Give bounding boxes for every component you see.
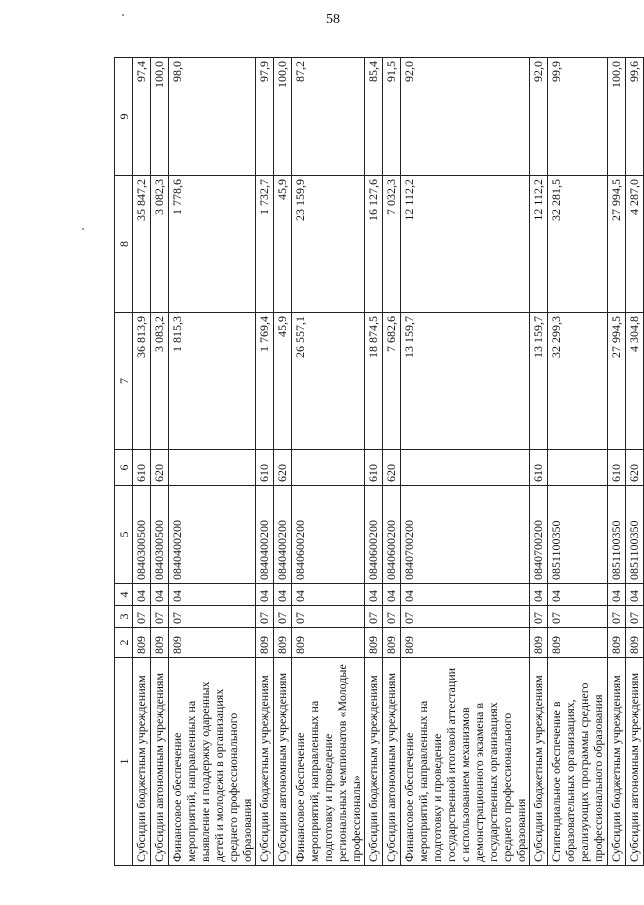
cell-target-code: 0840700200 — [401, 486, 530, 584]
cell-code-4: 04 — [530, 584, 548, 606]
cell-code-3: 07 — [151, 606, 169, 628]
cell-value-8: 35 847,2 — [133, 176, 151, 313]
cell-code-3: 07 — [133, 606, 151, 628]
rotated-table-container — [114, 58, 641, 866]
table-row — [383, 58, 401, 866]
cell-percent: 99,9 — [548, 58, 608, 176]
cell-expense-type: 610 — [530, 450, 548, 486]
cell-target-code: 0851100350 — [548, 486, 608, 584]
cell-code-2: 809 — [169, 628, 256, 658]
page-number: 58 — [326, 12, 340, 27]
cell-expense-type — [401, 450, 530, 486]
row-name-cell: Субсидии бюджетным учреждениям — [365, 658, 383, 866]
cell-code-2: 809 — [256, 628, 274, 658]
column-header: 5 — [115, 486, 133, 584]
cell-expense-type — [169, 450, 256, 486]
cell-percent: 92,0 — [530, 58, 548, 176]
cell-target-code: 0840600200 — [383, 486, 401, 584]
cell-value-8: 12 112,2 — [401, 176, 530, 313]
cell-expense-type: 620 — [274, 450, 292, 486]
cell-code-2: 809 — [151, 628, 169, 658]
cell-code-4: 04 — [365, 584, 383, 606]
cell-code-2: 809 — [626, 628, 644, 658]
table-row — [401, 58, 530, 866]
cell-value-8: 23 159,9 — [292, 176, 365, 313]
cell-target-code: 0840600200 — [365, 486, 383, 584]
column-header: 1 — [115, 658, 133, 866]
cell-value-8: 3 082,3 — [151, 176, 169, 313]
cell-value-7: 27 994,5 — [608, 313, 626, 450]
cell-percent: 97,4 — [133, 58, 151, 176]
cell-percent: 100,0 — [274, 58, 292, 176]
row-name-cell: Финансовое обеспечение мероприятий, направленных на подготовку и проведение региональных чемпионатов «Молодые профессионалы» — [292, 658, 365, 866]
cell-percent: 91,5 — [383, 58, 401, 176]
cell-code-2: 809 — [548, 628, 608, 658]
cell-percent: 85,4 — [365, 58, 383, 176]
cell-value-8: 45,9 — [274, 176, 292, 313]
cell-expense-type: 610 — [608, 450, 626, 486]
cell-code-2: 809 — [383, 628, 401, 658]
cell-expense-type: 610 — [133, 450, 151, 486]
cell-target-code: 0840600200 — [292, 486, 365, 584]
cell-value-8: 32 281,5 — [548, 176, 608, 313]
column-header: 6 — [115, 450, 133, 486]
cell-code-3: 07 — [608, 606, 626, 628]
row-name-cell: Субсидии автономным учреждениям — [151, 658, 169, 866]
table-header-row — [115, 58, 133, 866]
cell-expense-type: 610 — [365, 450, 383, 486]
cell-code-3: 07 — [274, 606, 292, 628]
row-name-cell: Субсидии бюджетным учреждениям — [608, 658, 626, 866]
cell-code-4: 04 — [256, 584, 274, 606]
table-row — [133, 58, 151, 866]
table-row — [151, 58, 169, 866]
cell-code-4: 04 — [383, 584, 401, 606]
cell-target-code: 0851100350 — [626, 486, 644, 584]
cell-value-7: 45,9 — [274, 313, 292, 450]
cell-value-8: 1 778,6 — [169, 176, 256, 313]
column-header: 4 — [115, 584, 133, 606]
cell-code-4: 04 — [274, 584, 292, 606]
row-name-cell: Финансовое обеспечение мероприятий, направленных на выявление и поддержку одаренных детей и молодежи в организациях среднего профессионального образования — [169, 658, 256, 866]
column-header: 9 — [115, 58, 133, 176]
cell-percent: 97,9 — [256, 58, 274, 176]
column-header: 7 — [115, 313, 133, 450]
cell-code-3: 07 — [530, 606, 548, 628]
cell-code-3: 07 — [365, 606, 383, 628]
row-name-cell: Субсидии бюджетным учреждениям — [133, 658, 151, 866]
cell-code-3: 07 — [626, 606, 644, 628]
column-header: 2 — [115, 628, 133, 658]
cell-value-7: 26 557,1 — [292, 313, 365, 450]
table-row — [548, 58, 608, 866]
cell-code-4: 04 — [151, 584, 169, 606]
cell-target-code: 0840700200 — [530, 486, 548, 584]
table-row — [626, 58, 644, 866]
cell-code-3: 07 — [169, 606, 256, 628]
cell-target-code: 0840400200 — [256, 486, 274, 584]
cell-percent: 87,2 — [292, 58, 365, 176]
cell-value-8: 7 032,3 — [383, 176, 401, 313]
cell-code-2: 809 — [274, 628, 292, 658]
scan-speck — [82, 228, 84, 230]
cell-code-4: 04 — [608, 584, 626, 606]
cell-code-2: 809 — [292, 628, 365, 658]
cell-target-code: 0840300500 — [133, 486, 151, 584]
cell-percent: 92,0 — [401, 58, 530, 176]
cell-value-8: 4 287,0 — [626, 176, 644, 313]
budget-table — [114, 57, 644, 866]
cell-code-4: 04 — [401, 584, 530, 606]
cell-value-7: 13 159,7 — [401, 313, 530, 450]
cell-percent: 100,0 — [608, 58, 626, 176]
row-name-cell: Субсидии бюджетным учреждениям — [256, 658, 274, 866]
cell-value-7: 4 304,8 — [626, 313, 644, 450]
cell-code-3: 07 — [548, 606, 608, 628]
cell-target-code: 0840400200 — [169, 486, 256, 584]
cell-code-4: 04 — [548, 584, 608, 606]
cell-code-2: 809 — [365, 628, 383, 658]
row-name-cell: Стипендиальное обеспечение в образовательных организациях, реализующих программы среднего профессионального образования — [548, 658, 608, 866]
row-name-cell: Финансовое обеспечение мероприятий, направленных на подготовку и проведение государственной итоговой аттестации с использованием механизмов демонстрационного экзамена в государственных организациях среднего профессионального образования — [401, 658, 530, 866]
cell-percent: 99,6 — [626, 58, 644, 176]
cell-expense-type — [292, 450, 365, 486]
cell-value-7: 36 813,9 — [133, 313, 151, 450]
cell-code-2: 809 — [133, 628, 151, 658]
cell-target-code: 0851100350 — [608, 486, 626, 584]
row-name-cell: Субсидии автономным учреждениям — [626, 658, 644, 866]
cell-expense-type: 620 — [383, 450, 401, 486]
column-header: 8 — [115, 176, 133, 313]
cell-expense-type: 620 — [151, 450, 169, 486]
cell-code-2: 809 — [608, 628, 626, 658]
row-name-cell: Субсидии автономным учреждениям — [274, 658, 292, 866]
cell-code-2: 809 — [530, 628, 548, 658]
cell-code-3: 07 — [383, 606, 401, 628]
cell-percent: 98,0 — [169, 58, 256, 176]
scan-speck — [122, 14, 124, 16]
cell-expense-type — [548, 450, 608, 486]
cell-value-8: 16 127,6 — [365, 176, 383, 313]
cell-value-7: 7 682,6 — [383, 313, 401, 450]
cell-code-3: 07 — [256, 606, 274, 628]
cell-percent: 100,0 — [151, 58, 169, 176]
table-row — [256, 58, 274, 866]
column-header: 3 — [115, 606, 133, 628]
cell-value-8: 27 994,5 — [608, 176, 626, 313]
cell-code-4: 04 — [626, 584, 644, 606]
cell-expense-type: 620 — [626, 450, 644, 486]
row-name-cell: Субсидии автономным учреждениям — [383, 658, 401, 866]
table-row — [292, 58, 365, 866]
table-row — [274, 58, 292, 866]
table-row — [530, 58, 548, 866]
cell-value-8: 1 732,7 — [256, 176, 274, 313]
table-row — [608, 58, 626, 866]
cell-value-7: 1 815,3 — [169, 313, 256, 450]
cell-code-4: 04 — [133, 584, 151, 606]
row-name-cell: Субсидии бюджетным учреждениям — [530, 658, 548, 866]
rotated-table-area — [114, 58, 641, 866]
cell-code-4: 04 — [169, 584, 256, 606]
table-row — [365, 58, 383, 866]
cell-value-7: 32 299,3 — [548, 313, 608, 450]
cell-code-3: 07 — [292, 606, 365, 628]
cell-value-8: 12 112,2 — [530, 176, 548, 313]
cell-code-3: 07 — [401, 606, 530, 628]
cell-code-4: 04 — [292, 584, 365, 606]
cell-value-7: 3 083,2 — [151, 313, 169, 450]
cell-target-code: 0840400200 — [274, 486, 292, 584]
cell-value-7: 18 874,5 — [365, 313, 383, 450]
cell-expense-type: 610 — [256, 450, 274, 486]
cell-code-2: 809 — [401, 628, 530, 658]
cell-target-code: 0840300500 — [151, 486, 169, 584]
table-row — [169, 58, 256, 866]
cell-value-7: 1 769,4 — [256, 313, 274, 450]
cell-value-7: 13 159,7 — [530, 313, 548, 450]
